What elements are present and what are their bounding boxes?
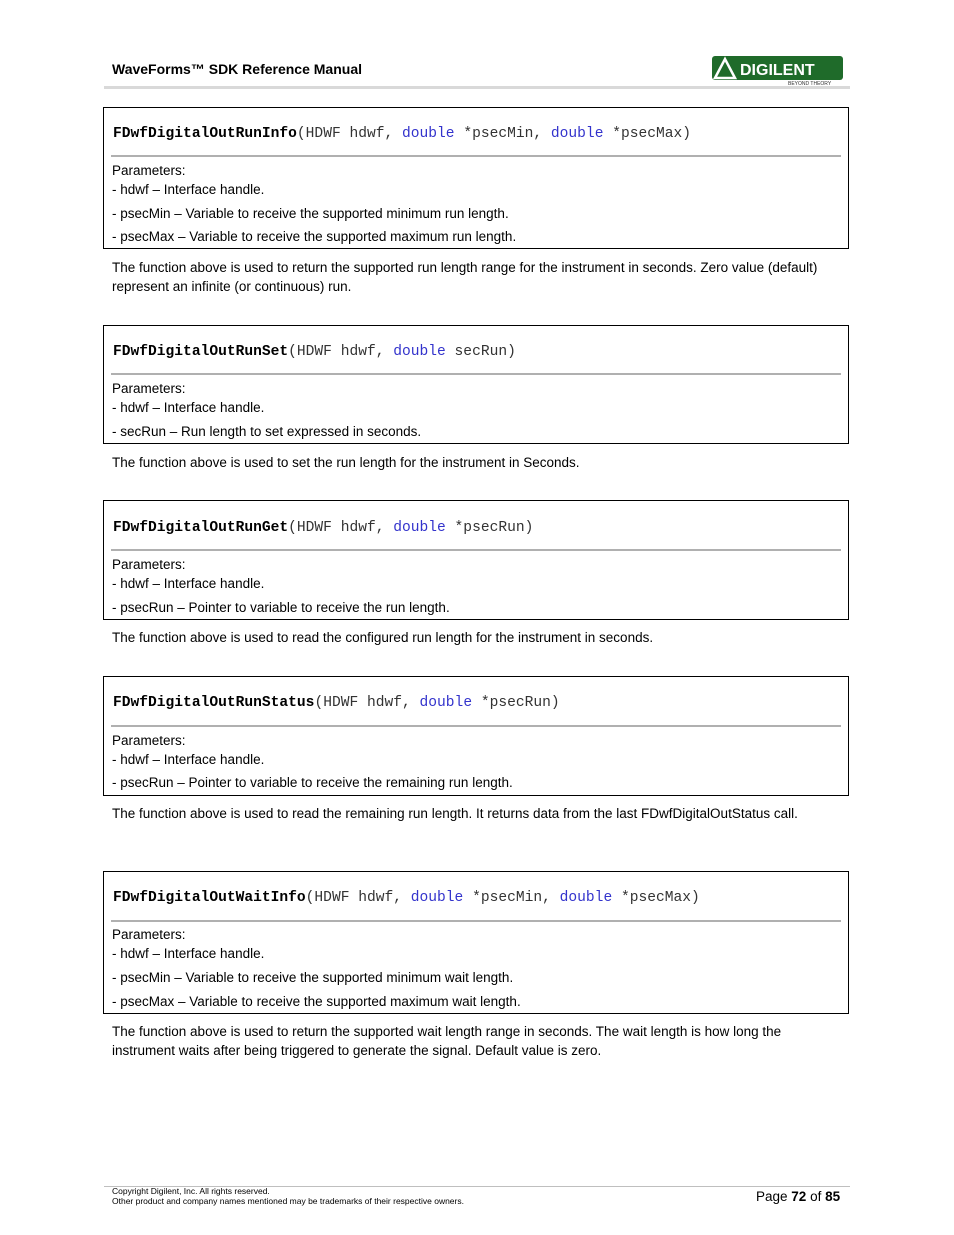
page-of: of [810,1189,822,1204]
function-box [103,500,849,620]
parameter-item: - psecMax – Variable to receive the supported maximum wait length. [112,994,521,1009]
parameter-item: - hdwf – Interface handle. [112,752,265,767]
parameter-item: - secRun – Run length to set expressed in seconds. [112,424,422,439]
page-label: Page [756,1189,788,1204]
copyright-notice [112,1186,464,1206]
function-description: The function above is used to return the supported run length range for the instrument in seconds. Zero value (default) represent an infinite (or continuous) run. [112,260,818,294]
function-signature [113,695,560,711]
function-description: The function above is used to return the supported wait length range in seconds. The wait length is how long the instrument waits after being triggered to generate the signal. Default value is zero. [112,1024,782,1058]
sig-keyword: double [410,890,464,906]
signature-divider [111,725,841,727]
logo-text: DIGILENT [740,62,815,79]
function-description: The function above is used to set the run length for the instrument in Seconds. [112,455,580,470]
function-box [103,676,849,796]
signature-divider [111,920,841,922]
parameter-item: - psecRun – Pointer to variable to receive the run length. [112,600,450,615]
sig-part: *psecRun) [445,520,534,536]
sig-part: (HDWF hdwf, [288,344,394,360]
function-signature [113,126,691,142]
function-description: The function above is used to read the remaining run length. It returns data from the last FDwfDigitalOutStatus call. [112,806,798,821]
parameters-label: Parameters: [112,163,186,178]
signature-divider [111,155,841,157]
document-title: WaveForms™ SDK Reference Manual [112,61,362,77]
function-name: FDwfDigitalOutRunGet [113,520,289,536]
sig-part: *psecRun) [472,695,560,711]
sig-part: *psecMin, [463,890,560,906]
sig-keyword: double [402,126,455,142]
trademark-line: Other product and company names mentioned may be trademarks of their respective owners. [112,1196,464,1206]
copyright-line: Copyright Digilent, Inc. All rights reserved. [112,1186,270,1196]
sig-part: *psecMax) [603,126,692,142]
signature-divider [111,373,841,375]
function-box [103,325,849,444]
sig-part: (HDWF hdwf, [305,890,411,906]
parameter-item: - psecMin – Variable to receive the supported minimum run length. [112,206,509,221]
parameter-item: - hdwf – Interface handle. [112,182,265,197]
sig-part: (HDWF hdwf, [288,520,394,536]
function-box [103,107,849,249]
function-name: FDwfDigitalOutRunStatus [113,695,315,711]
function-name: FDwfDigitalOutRunInfo [113,126,297,142]
function-signature [113,344,516,360]
sig-keyword: double [393,344,446,360]
sig-part: secRun) [445,344,516,360]
parameters-label: Parameters: [112,927,186,942]
header-divider [104,86,850,89]
parameters-label: Parameters: [112,381,186,396]
sig-part: (HDWF hdwf, [314,695,420,711]
page-current: 72 [791,1189,807,1204]
page-number [756,1189,840,1204]
logo-tagline: BEYOND THEORY [788,81,832,86]
parameter-item: - psecMax – Variable to receive the supported maximum run length. [112,229,517,244]
function-description: The function above is used to read the configured run length for the instrument in seconds. [112,630,654,645]
sig-keyword: double [550,126,604,142]
sig-keyword: double [559,890,613,906]
sig-keyword: double [393,520,446,536]
sig-part: *psecMin, [454,126,551,142]
function-box [103,871,849,1014]
sig-keyword: double [419,695,473,711]
sig-part: *psecMax) [612,890,700,906]
parameter-item: - hdwf – Interface handle. [112,946,265,961]
signature-divider [111,549,841,551]
parameter-item: - hdwf – Interface handle. [112,400,265,415]
page-total: 85 [825,1189,841,1204]
parameters-label: Parameters: [112,733,186,748]
parameter-item: - psecMin – Variable to receive the supported minimum wait length. [112,970,514,985]
function-name: FDwfDigitalOutRunSet [113,344,289,360]
parameter-item: - hdwf – Interface handle. [112,576,265,591]
function-signature [113,890,700,906]
function-signature [113,520,533,536]
function-name: FDwfDigitalOutWaitInfo [113,890,306,906]
parameters-label: Parameters: [112,557,186,572]
parameter-item: - psecRun – Pointer to variable to receive the remaining run length. [112,775,513,790]
digilent-logo [712,56,843,86]
sig-part: (HDWF hdwf, [296,126,403,142]
